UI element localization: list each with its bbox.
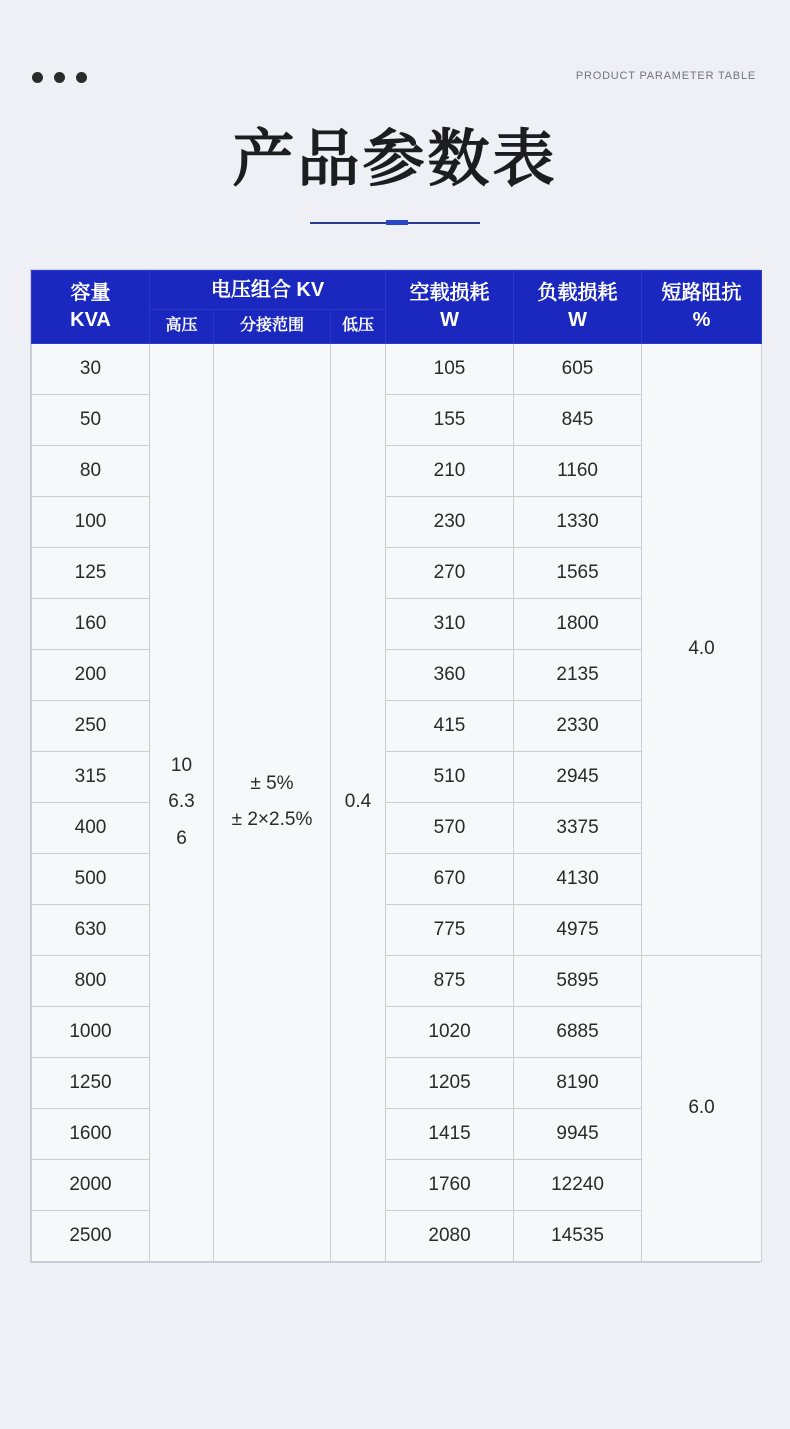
cell-load-loss: 4975 [514,904,642,955]
header-capacity [32,271,150,344]
cell-load-loss: 845 [514,394,642,445]
header-no-load-loss-line2: W [440,309,459,332]
hv-value: 6 [176,827,187,849]
header-capacity-line2: KVA [70,309,111,332]
cell-tap-range-merged [214,343,331,1261]
cell-no-load-loss: 1415 [386,1108,514,1159]
cell-load-loss: 5895 [514,955,642,1006]
header-load-loss-line1: 负载损耗 [537,282,618,305]
cell-no-load-loss: 270 [386,547,514,598]
cell-load-loss: 605 [514,343,642,394]
cell-no-load-loss: 875 [386,955,514,1006]
cell-no-load-loss: 510 [386,751,514,802]
cell-capacity: 200 [32,649,150,700]
cell-capacity: 500 [32,853,150,904]
cell-capacity: 1600 [32,1108,150,1159]
cell-capacity: 50 [32,394,150,445]
header-impedance-line2: % [692,309,711,332]
cell-capacity: 30 [32,343,150,394]
header-hv: 高压 [150,310,214,344]
cell-load-loss: 2135 [514,649,642,700]
cell-capacity: 400 [32,802,150,853]
dot-icon [76,72,87,83]
cell-no-load-loss: 415 [386,700,514,751]
table-header [32,271,762,344]
header-no-load-loss-line1: 空载损耗 [409,282,490,305]
tap-range-value: ± 2×2.5% [231,809,313,831]
table-header-row-1 [32,271,762,310]
header-load-loss-line2: W [568,309,587,332]
divider-accent [386,220,408,225]
cell-capacity: 100 [32,496,150,547]
page-title: 产品参数表 [232,125,558,194]
cell-capacity: 2000 [32,1159,150,1210]
cell-no-load-loss: 155 [386,394,514,445]
title-divider [310,220,480,225]
dot-icon [32,72,43,83]
cell-load-loss: 8190 [514,1057,642,1108]
spec-table [31,270,762,1262]
cell-no-load-loss: 570 [386,802,514,853]
cell-load-loss: 6885 [514,1006,642,1057]
dot-icon [54,72,65,83]
cell-no-load-loss: 310 [386,598,514,649]
hv-value: 10 [170,755,193,777]
page-header [0,0,790,110]
cell-capacity: 630 [32,904,150,955]
table-row [32,955,762,1006]
header-capacity-line1: 容量 [70,282,111,305]
header-impedance [642,271,762,344]
cell-load-loss: 2330 [514,700,642,751]
tap-range-value: ± 5% [250,773,294,795]
cell-capacity: 80 [32,445,150,496]
cell-load-loss: 1565 [514,547,642,598]
header-voltage-group: 电压组合 KV [150,271,386,310]
cell-load-loss: 3375 [514,802,642,853]
cell-no-load-loss: 1205 [386,1057,514,1108]
cell-no-load-loss: 230 [386,496,514,547]
cell-capacity: 2500 [32,1210,150,1261]
cell-capacity: 315 [32,751,150,802]
cell-no-load-loss: 210 [386,445,514,496]
cell-load-loss: 9945 [514,1108,642,1159]
header-impedance-line1: 短路阻抗 [661,282,742,305]
cell-hv-merged [150,343,214,1261]
decorative-dots [32,72,87,83]
cell-no-load-loss: 105 [386,343,514,394]
cell-load-loss: 4130 [514,853,642,904]
hv-value: 6.3 [168,791,195,813]
table-row [32,343,762,394]
cell-no-load-loss: 1760 [386,1159,514,1210]
eyebrow-text: PRODUCT PARAMETER TABLE [575,70,756,82]
cell-capacity: 1000 [32,1006,150,1057]
header-no-load-loss [386,271,514,344]
cell-no-load-loss: 2080 [386,1210,514,1261]
cell-lv-merged: 0.4 [331,343,386,1261]
cell-load-loss: 1800 [514,598,642,649]
cell-capacity: 125 [32,547,150,598]
cell-no-load-loss: 775 [386,904,514,955]
cell-load-loss: 2945 [514,751,642,802]
cell-impedance-group-2: 6.0 [642,955,762,1261]
title-block [0,126,790,225]
cell-load-loss: 1330 [514,496,642,547]
table-body [32,343,762,1261]
cell-capacity: 800 [32,955,150,1006]
cell-no-load-loss: 360 [386,649,514,700]
cell-load-loss: 12240 [514,1159,642,1210]
cell-capacity: 160 [32,598,150,649]
header-load-loss [514,271,642,344]
cell-no-load-loss: 1020 [386,1006,514,1057]
cell-load-loss: 14535 [514,1210,642,1261]
cell-capacity: 250 [32,700,150,751]
header-tap-range: 分接范围 [214,310,331,344]
cell-capacity: 1250 [32,1057,150,1108]
cell-load-loss: 1160 [514,445,642,496]
header-lv: 低压 [331,310,386,344]
cell-impedance-group-1: 4.0 [642,343,762,955]
spec-table-container [30,269,760,1263]
cell-no-load-loss: 670 [386,853,514,904]
